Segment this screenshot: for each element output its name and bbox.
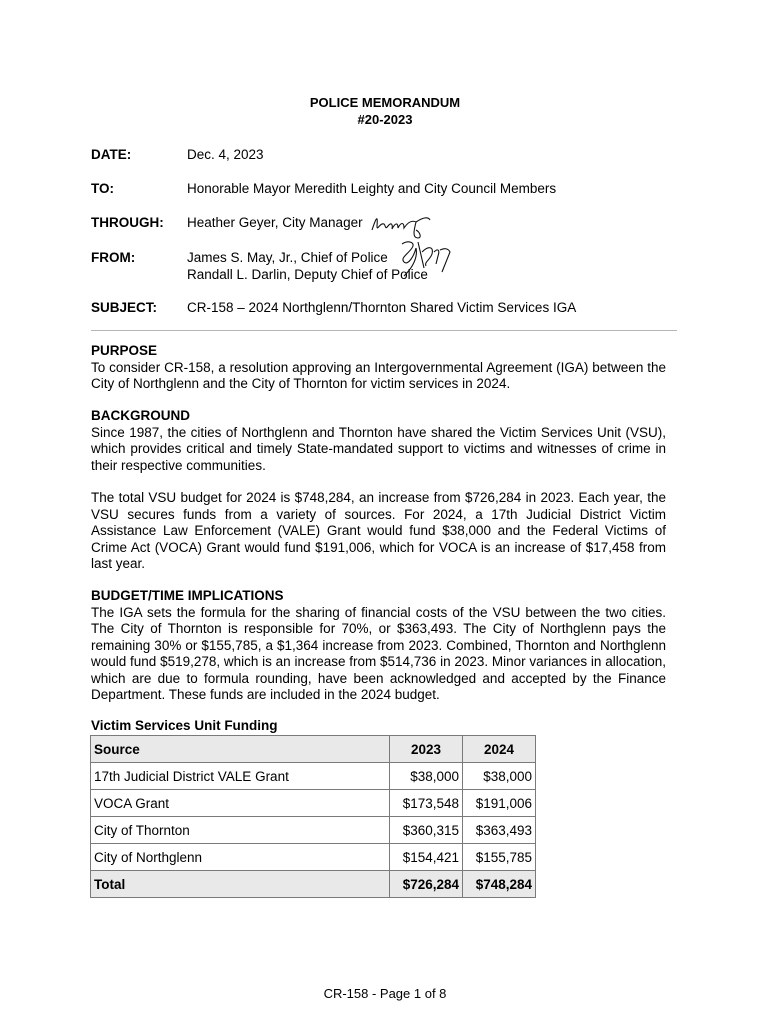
table-cell-2023: $173,548 <box>390 790 463 817</box>
to-label: TO: <box>91 181 114 196</box>
subject-value: CR-158 – 2024 Northglenn/Thornton Shared Victim Services IGA <box>187 300 577 315</box>
background-section <box>91 408 666 474</box>
table-cell-source: City of Northglenn <box>91 844 390 871</box>
table-total-2023: $726,284 <box>390 871 463 898</box>
table-cell-source: VOCA Grant <box>91 790 390 817</box>
purpose-text: To consider CR-158, a resolution approving an Intergovernmental Agreement (IGA) between the City of Northglenn and the City of Thornton for victim services in 2024. <box>91 359 666 391</box>
table-header-row <box>91 736 536 763</box>
funding-table <box>90 735 536 898</box>
to-value: Honorable Mayor Meredith Leighty and City Council Members <box>187 181 557 196</box>
table-row <box>91 844 536 871</box>
background-section-2 <box>91 490 666 573</box>
from-value-1: James S. May, Jr., Chief of Police <box>187 250 388 265</box>
date-label: DATE: <box>91 147 132 162</box>
table-cell-2023: $154,421 <box>390 844 463 871</box>
through-label: THROUGH: <box>91 215 164 230</box>
budget-section <box>91 588 666 704</box>
table-cell-source: City of Thornton <box>91 817 390 844</box>
table-cell-2024: $191,006 <box>463 790 536 817</box>
table-cell-2023: $360,315 <box>390 817 463 844</box>
from-value-2: Randall L. Darlin, Deputy Chief of Police <box>187 267 428 282</box>
table-header-source: Source <box>91 736 390 763</box>
purpose-heading: PURPOSE <box>91 343 158 358</box>
table-total-2024: $748,284 <box>463 871 536 898</box>
table-row <box>91 763 536 790</box>
background-paragraph-2: The total VSU budget for 2024 is $748,284, an increase from $726,284 in 2023. Each year, the VSU secures funds from a variety of sources. For 2024, a 17th Judicial District Victim Assistance Law Enforcement (VALE) Grant would fund $38,000 and the Federal Victims of Crime Act (VOCA) Grant would fund $191,006, which for VOCA is an increase of $17,458 from last year. <box>91 490 666 571</box>
budget-heading: BUDGET/TIME IMPLICATIONS <box>91 588 284 603</box>
table-cell-2024: $363,493 <box>463 817 536 844</box>
table-cell-2024: $38,000 <box>463 763 536 790</box>
table-header-2024: 2024 <box>463 736 536 763</box>
memo-title-block <box>0 94 770 128</box>
table-total-label: Total <box>91 871 390 898</box>
table-cell-source: 17th Judicial District VALE Grant <box>91 763 390 790</box>
subject-label: SUBJECT: <box>91 300 158 315</box>
chief-signature-icon <box>394 238 456 282</box>
table-cell-2023: $38,000 <box>390 763 463 790</box>
from-label: FROM: <box>91 250 136 265</box>
table-row <box>91 790 536 817</box>
memo-number: #20-2023 <box>357 112 413 127</box>
table-row <box>91 817 536 844</box>
background-paragraph-1: Since 1987, the cities of Northglenn and Thornton have shared the Victim Services Unit (VSU), which provides critical and timely State-mandated support to victims and witnesses of crime in their respective communities. <box>91 424 666 473</box>
header-divider <box>91 330 677 331</box>
budget-text: The IGA sets the formula for the sharing of financial costs of the VSU between the two cities. The City of Thornton is responsible for 70%, or $363,493. The City of Northglenn pays the remaining 30% or $155,785, a $1,364 increase from 2023. Combined, Thornton and Northglenn would fund $519,278, which is an increase from $514,736 in 2023. Minor variances in allocation, which are due to formula rounding, have been acknowledged and accepted by the Finance Department. These funds are included in the 2024 budget. <box>91 604 666 702</box>
table-total-row <box>91 871 536 898</box>
date-value: Dec. 4, 2023 <box>187 147 264 162</box>
table-header-2023: 2023 <box>390 736 463 763</box>
page-footer: CR-158 - Page 1 of 8 <box>323 986 447 1001</box>
through-value: Heather Geyer, City Manager <box>187 215 363 230</box>
table-cell-2024: $155,785 <box>463 844 536 871</box>
funding-table-caption: Victim Services Unit Funding <box>91 718 278 733</box>
purpose-section <box>91 343 666 393</box>
memo-title: POLICE MEMORANDUM <box>309 95 461 110</box>
background-heading: BACKGROUND <box>91 408 190 423</box>
